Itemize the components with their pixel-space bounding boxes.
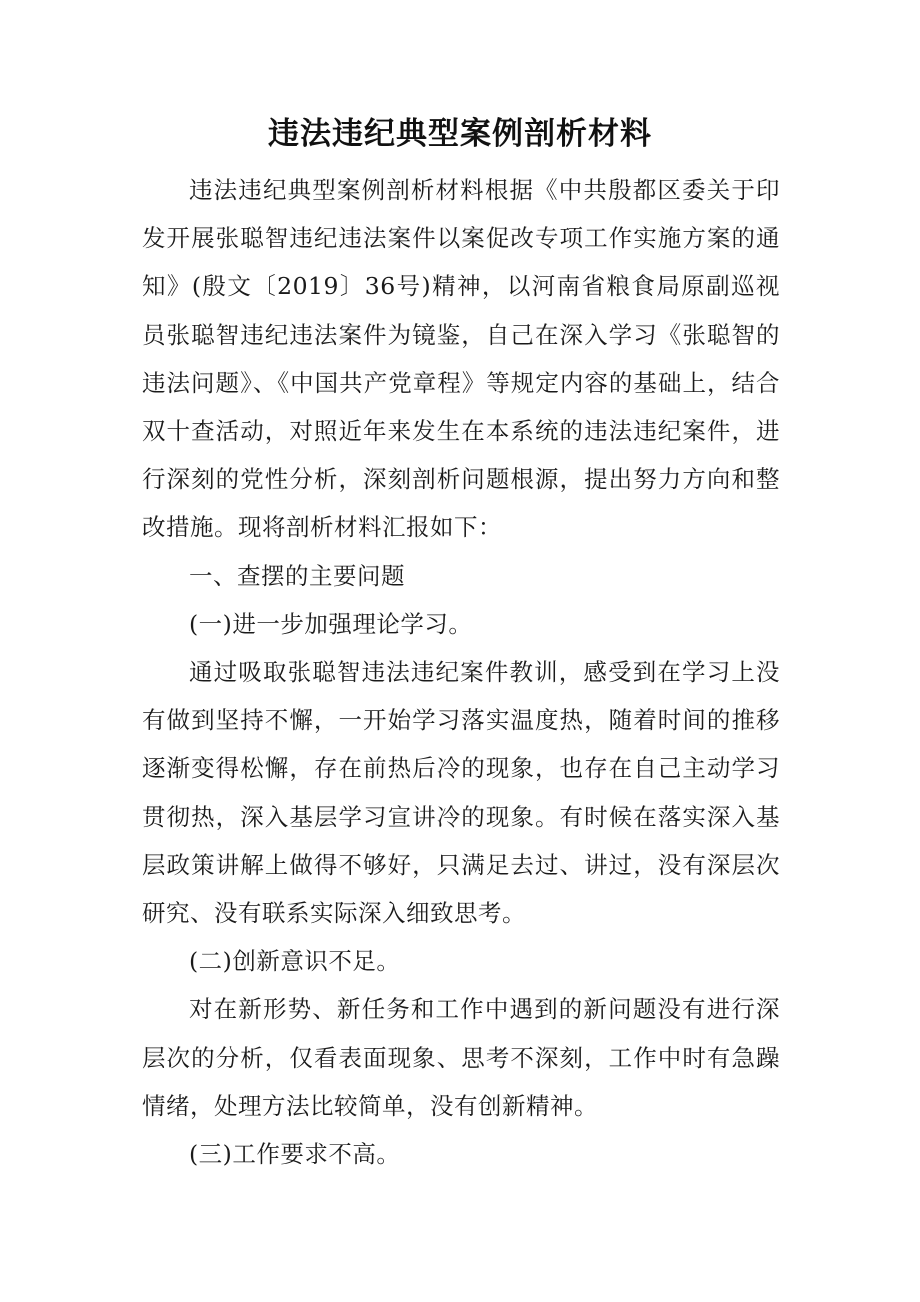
section-heading-main-problems: 一、查摆的主要问题 [189, 561, 405, 590]
subsection-heading-2: (二)创新意识不足。 [189, 947, 401, 976]
body-paragraph-2: 对在新形势、新任务和工作中遇到的新问题没有进行深层次的分析，仅看表面现象、思考不深刻，工作中时有急躁情绪，处理方法比较简单，没有创新精神。 [142, 995, 780, 1120]
document-body [142, 166, 780, 1178]
document-title: 违法违纪典型案例剖析材料 [268, 116, 652, 152]
body-paragraph-1: 通过吸取张聪智违法违纪案件教训，感受到在学习上没有做到坚持不懈，一开始学习落实温度热，随着时间的推移逐渐变得松懈，存在前热后冷的现象，也存在自己主动学习贯彻热，深入基层学习宣讲冷的现象。有时候在落实深入基层政策讲解上做得不够好，只满足去过、讲过，没有深层次研究、没有联系实际深入细致思考。 [142, 658, 780, 928]
subsection-heading-3: (三)工作要求不高。 [189, 1140, 401, 1169]
intro-paragraph: 违法违纪典型案例剖析材料根据《中共殷都区委关于印发开展张聪智违纪违法案件以案促改专项工作实施方案的通知》(殷文〔2019〕36号)精神，以河南省粮食局原副巡视员张聪智违纪违法案件为镜鉴，自己在深入学习《张聪智的违法问题》、《中国共产党章程》等规定内容的基础上，结合双十查活动，对照近年来发生在本系统的违法违纪案件，进行深刻的党性分析，深刻剖析问题根源，提出努力方向和整改措施。现将剖析材料汇报如下： [142, 176, 780, 542]
subsection-heading-1: (一)进一步加强理论学习。 [189, 609, 473, 638]
